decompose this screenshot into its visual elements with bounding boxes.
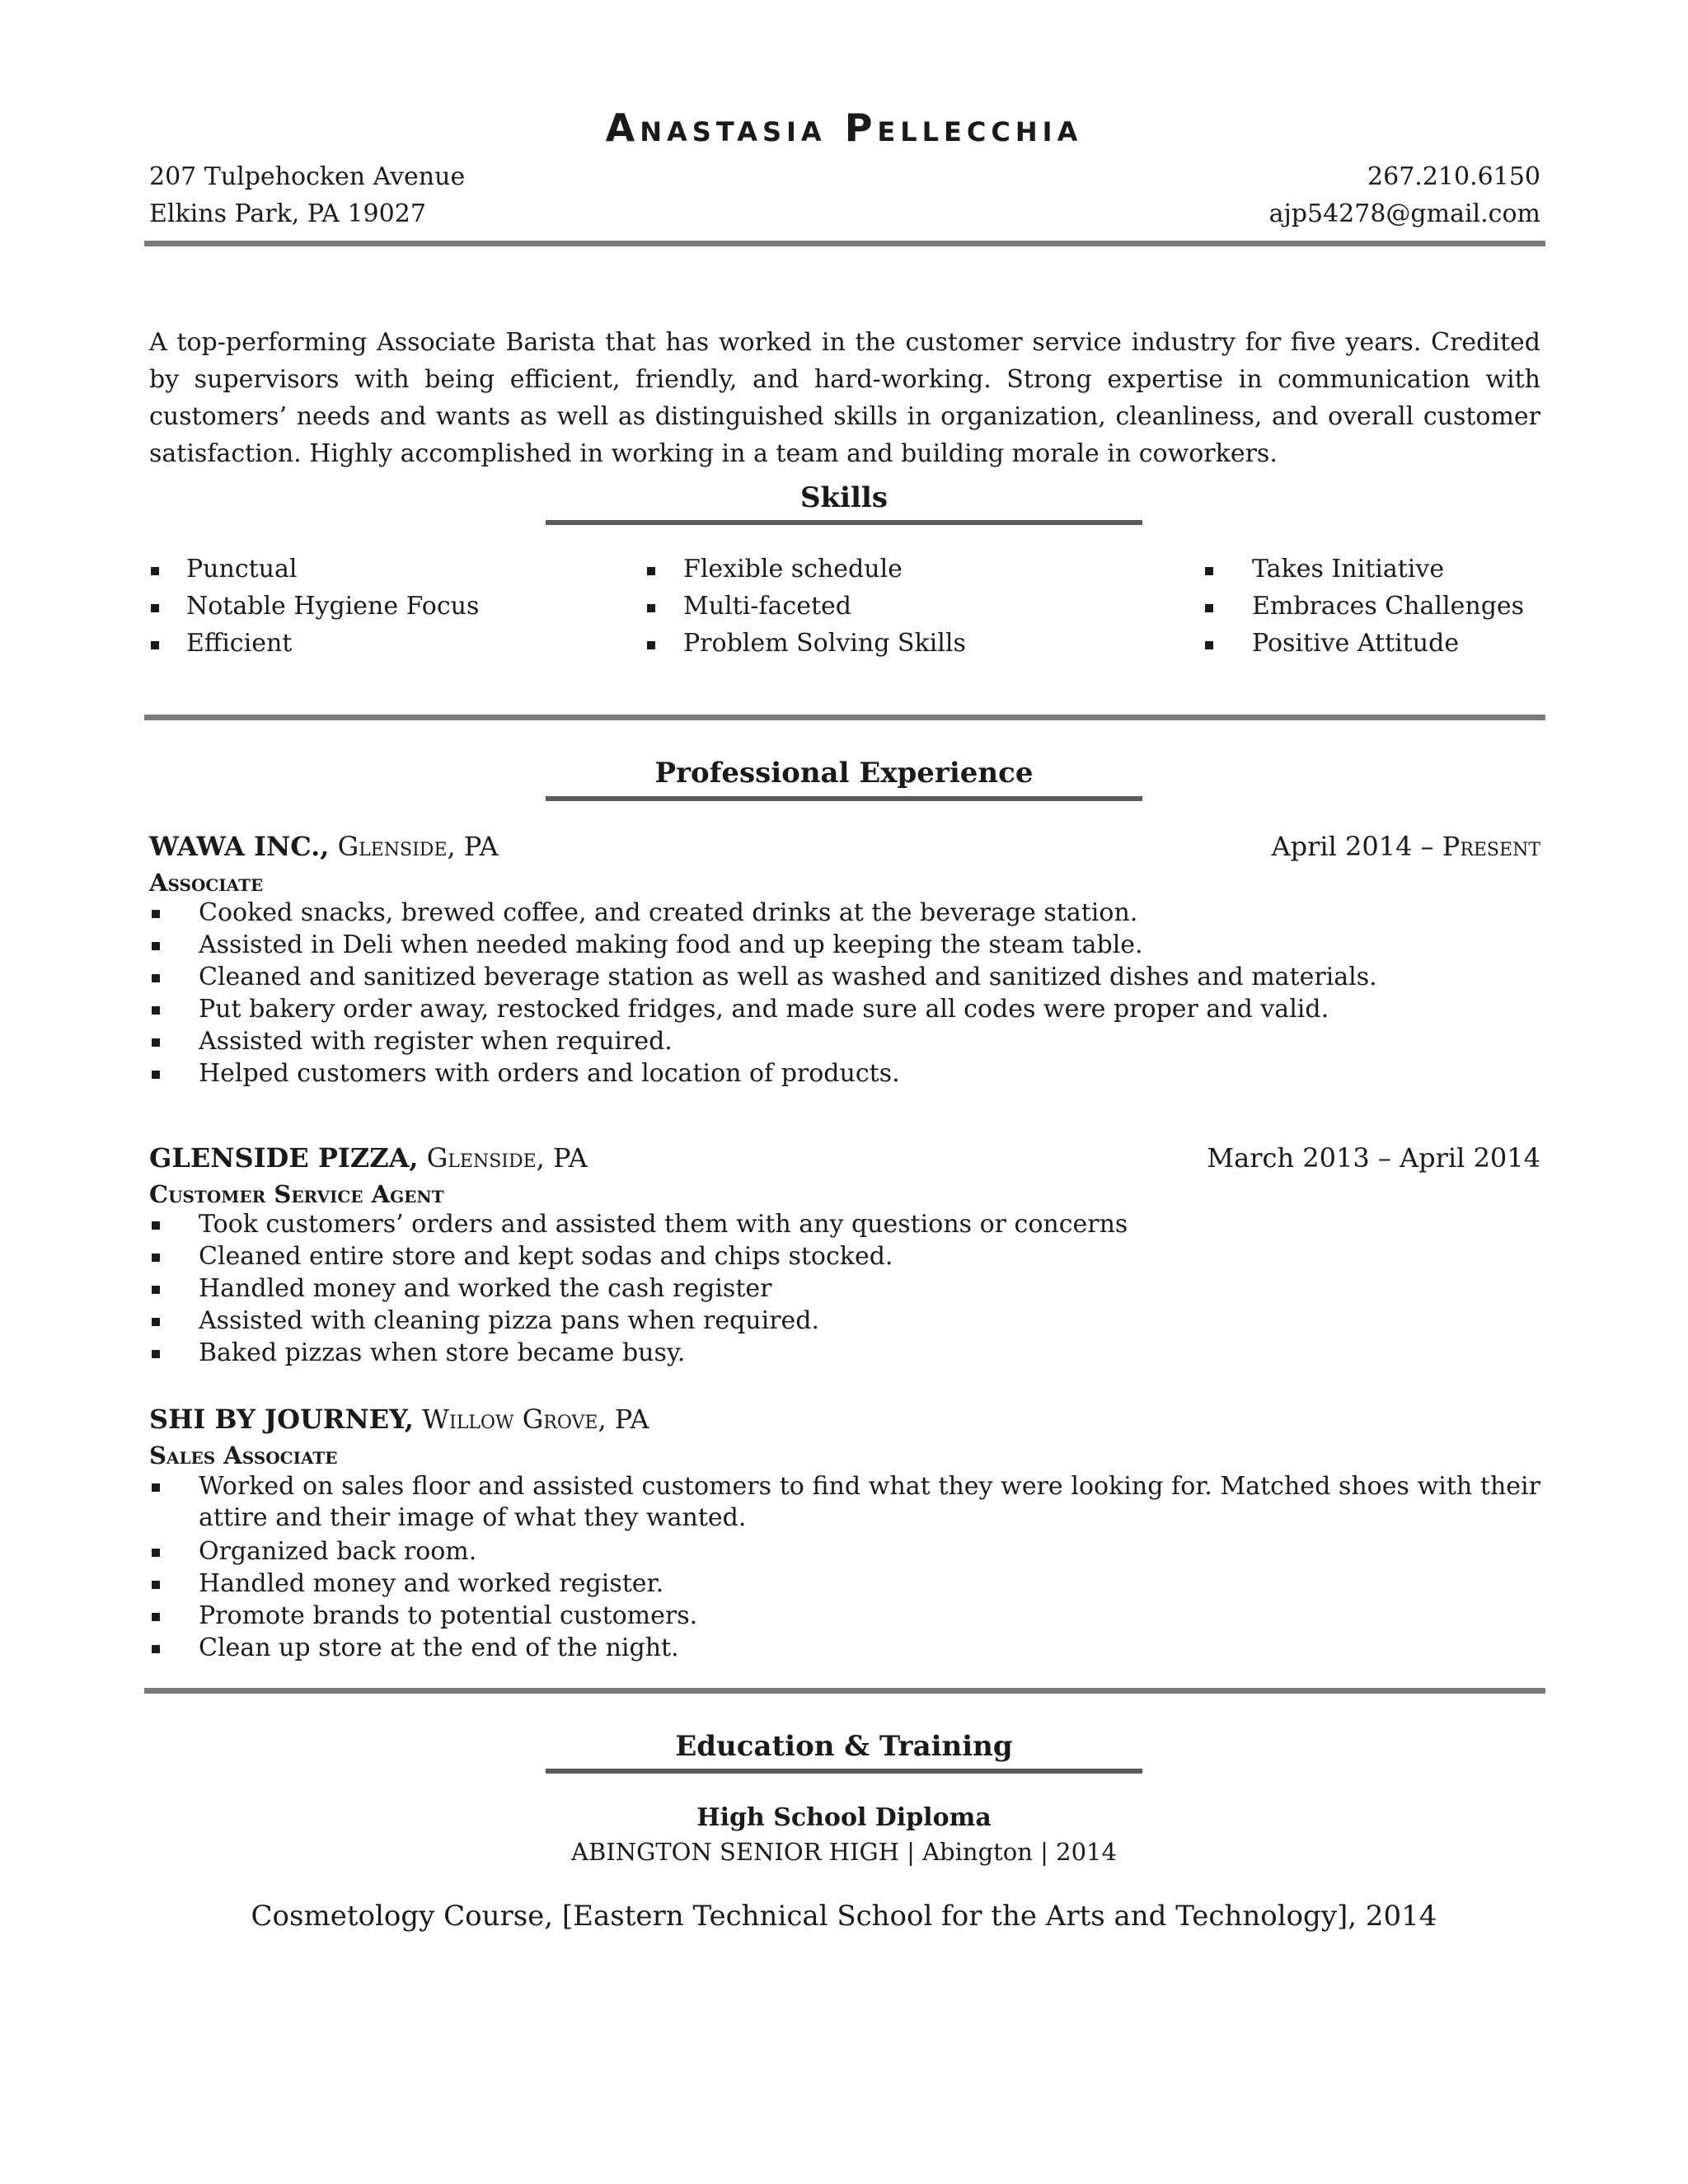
duty-item: Assisted with cleaning pizza pans when required. [199, 1306, 820, 1335]
skill-bullet-icon [151, 604, 159, 612]
duty-bullet-icon [152, 1549, 160, 1557]
duty-bullet-icon [152, 942, 160, 950]
company-name: SHI BY JOURNEY, [149, 1404, 414, 1435]
skill-bullet-icon [647, 641, 655, 649]
experience-heading-underline [546, 796, 1142, 801]
job-header-wawa [149, 831, 499, 862]
duty-bullet-icon [152, 1038, 160, 1047]
skill-bullet-icon [1205, 641, 1213, 649]
skill-bullet-icon [151, 641, 159, 649]
duty-item: Assisted in Deli when needed making food and up keeping the steam table. [199, 930, 1143, 959]
company-name: GLENSIDE PIZZA, [149, 1142, 419, 1174]
skill-item: Efficient [186, 629, 293, 658]
job-title: Customer Service Agent [149, 1180, 444, 1208]
job-title: Sales Associate [149, 1441, 338, 1469]
skill-item: Multi-faceted [683, 592, 851, 621]
address-line-2: Elkins Park, PA 19027 [149, 199, 426, 228]
duty-bullet-icon [152, 1645, 160, 1653]
duty-bullet-icon [152, 1318, 160, 1326]
company-location: Glenside, PA [337, 831, 499, 862]
duty-bullet-icon [152, 1071, 160, 1079]
duty-bullet-icon [152, 1581, 160, 1589]
skill-item: Takes Initiative [1252, 555, 1445, 583]
skill-item: Problem Solving Skills [683, 629, 966, 658]
course-line: Cosmetology Course, [Eastern Technical School for the Arts and Technology], 2014 [251, 1900, 1437, 1933]
education-heading: Education & Training [675, 1730, 1013, 1763]
candidate-name: Anastasia Pellecchia [605, 105, 1083, 150]
skill-bullet-icon [647, 567, 655, 575]
header-divider [144, 241, 1545, 246]
duty-bullet-icon [152, 1286, 160, 1294]
company-name: WAWA INC., [149, 831, 330, 862]
duty-bullet-icon [152, 1350, 160, 1358]
skill-bullet-icon [1205, 604, 1213, 612]
duty-item: Put bakery order away, restocked fridges, and made sure all codes were proper and valid. [199, 995, 1329, 1024]
professional-summary: A top-performing Associate Barista that has worked in the customer service industry for five years. Credited by supervisors with being efficient, friendly, and hard-working. Strong expertise in communication with customers’ needs and wants as well as distinguished skills in organization, cleanliness, and overall customer satisfaction. Highly accomplished in working in a team and building morale in coworkers. [149, 328, 1540, 468]
duty-item: Promote brands to potential customers. [199, 1601, 698, 1630]
skill-item: Notable Hygiene Focus [186, 592, 480, 621]
duty-item: Helped customers with orders and location of products. [199, 1059, 900, 1088]
experience-heading: Professional Experience [654, 757, 1034, 790]
duty-bullet-icon [152, 1483, 160, 1492]
duty-bullet-icon [152, 974, 160, 982]
degree-title: High School Diploma [696, 1803, 992, 1832]
job-dates-glenside-pizza [1207, 1142, 1540, 1174]
duty-item: Clean up store at the end of the night. [199, 1633, 679, 1662]
duty-item: Took customers’ orders and assisted them with any questions or concerns [199, 1210, 1128, 1239]
duty-item: Assisted with register when required. [199, 1027, 673, 1056]
skill-item: Punctual [186, 555, 298, 583]
duty-item: Handled money and worked the cash register [199, 1274, 772, 1303]
skill-item: Positive Attitude [1252, 629, 1460, 658]
job-header-glenside-pizza [149, 1142, 588, 1174]
company-location: Glenside, PA [426, 1142, 588, 1174]
duty-bullet-icon [152, 1613, 160, 1621]
duty-item: Baked pizzas when store became busy. [199, 1338, 686, 1367]
skill-item: Embraces Challenges [1252, 592, 1525, 621]
duty-bullet-icon [152, 910, 160, 918]
duty-item: Cleaned and sanitized beverage station as well as washed and sanitized dishes and materials. [199, 963, 1377, 991]
duty-item: Cleaned entire store and kept sodas and chips stocked. [199, 1242, 893, 1271]
skill-bullet-icon [647, 604, 655, 612]
job-dates-wawa [1271, 831, 1540, 862]
duty-bullet-icon [152, 1006, 160, 1015]
phone-number: 267.210.6150 [1367, 162, 1540, 191]
school-line: ABINGTON SENIOR HIGH | Abington | 2014 [571, 1838, 1117, 1866]
duty-item: Worked on sales floor and assisted customers to find what they were looking for. Matched shoes with their attire and their image of what they wanted. [199, 1472, 1540, 1532]
skills-divider [144, 715, 1545, 720]
company-location: Willow Grove, PA [422, 1404, 649, 1435]
address-line-1: 207 Tulpehocken Avenue [149, 162, 466, 191]
skill-bullet-icon [151, 567, 159, 575]
duty-bullet-icon [152, 1221, 160, 1230]
skills-heading: Skills [799, 481, 888, 514]
skill-bullet-icon [1205, 567, 1213, 575]
date-end: Present [1442, 831, 1540, 862]
date-start: April 2014 – [1271, 831, 1434, 862]
duty-item: Cooked snacks, brewed coffee, and created drinks at the beverage station. [199, 898, 1138, 927]
duty-item: Handled money and worked register. [199, 1569, 664, 1598]
education-heading-underline [546, 1769, 1142, 1774]
experience-divider [144, 1688, 1545, 1694]
duty-item: Organized back room. [199, 1537, 477, 1566]
duty-bullet-icon [152, 1254, 160, 1262]
skill-item: Flexible schedule [683, 555, 903, 583]
job-header-shi-by-journey [149, 1404, 649, 1435]
email-address: ajp54278@gmail.com [1268, 199, 1540, 228]
date-range: March 2013 – April 2014 [1207, 1142, 1540, 1174]
job-title: Associate [149, 869, 264, 897]
skills-heading-underline [546, 520, 1142, 525]
